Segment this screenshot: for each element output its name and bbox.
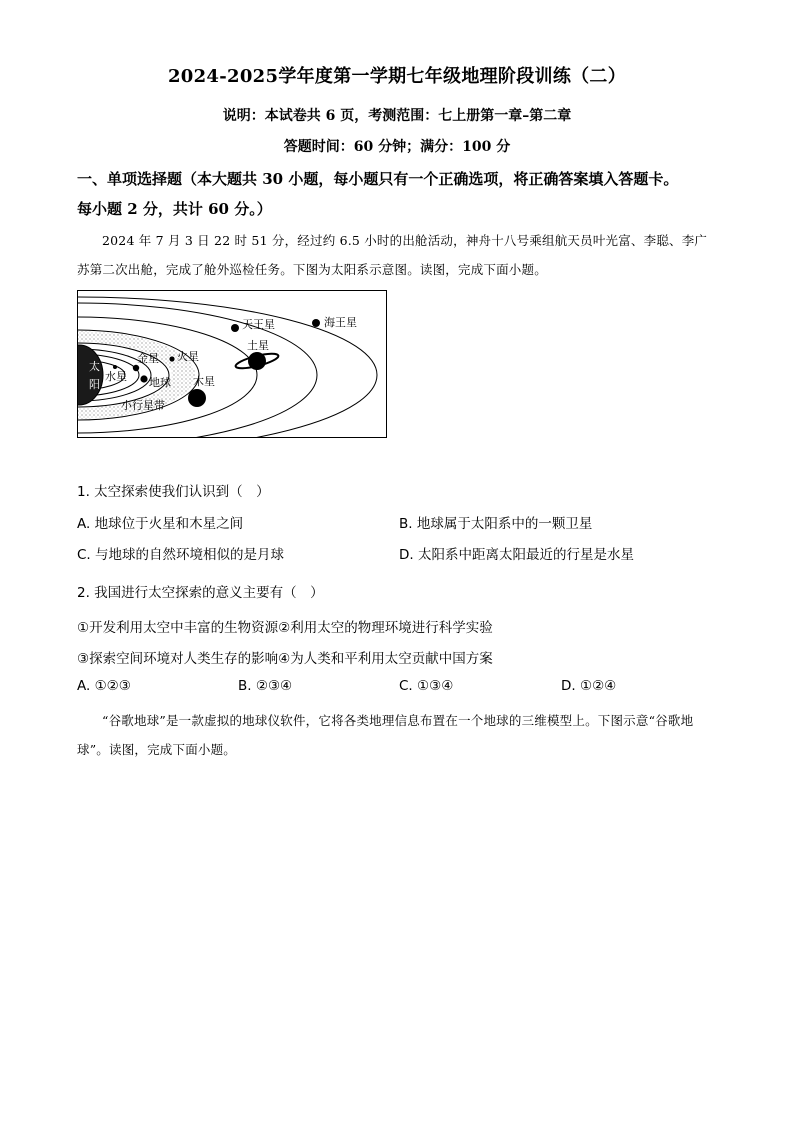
question-2-option-a: A. ①②③ [77,678,131,694]
saturn-dot [248,352,266,370]
question-2-item-line1: ①开发利用太空中丰富的生物资源②利用太空的物理环境进行科学实验 [77,620,493,636]
intro-paragraph-google-earth: “谷歌地球”是一款虚拟的地球仪软件，它将各类地理信息布置在一个地球的三维模型上。下图示意“谷歌地球”。读图，完成下面小题。 [77,713,694,757]
earth-label: 地球 [149,376,171,389]
sun-label-2: 阳 [89,378,100,391]
section-heading-line1: 一、单项选择题（本大题共 30 小题，每小题只有一个正确选项，将正确答案填入答题卡。 [77,170,679,188]
exam-title: 2024-2025学年度第一学期七年级地理阶段训练（二） [167,66,627,87]
section-heading-line2: 每小题 2 分，共计 60 分。） [77,200,272,218]
earth-dot [140,375,147,382]
question-1-option-a: A. 地球位于火星和木星之间 [77,516,244,532]
question-1-option-b: B. 地球属于太阳系中的一颗卫星 [399,516,593,532]
solar-system-diagram [77,290,387,438]
sun-label-1: 太 [89,360,100,373]
question-2-stem: 2. 我国进行太空探索的意义主要有（ ） [77,585,324,601]
neptune-label: 海王星 [324,316,357,329]
jupiter-label: 木星 [193,375,215,388]
saturn-label: 土星 [247,339,269,352]
jupiter-dot [188,389,206,407]
question-2-item-line2: ③探索空间环境对人类生存的影响④为人类和平利用太空贡献中国方案 [77,651,493,667]
mars-dot [169,356,174,361]
question-1-stem: 1. 太空探索使我们认识到（ ） [77,484,270,500]
question-2-option-b: B. ②③④ [238,678,293,694]
venus-label: 金星 [137,352,159,365]
question-2-option-c: C. ①③④ [399,678,454,694]
uranus-label: 天王星 [242,318,275,331]
exam-time: 答题时间：60 分钟；满分：100 分 [283,139,511,155]
mercury-label: 水星 [105,370,127,383]
neptune-dot [312,319,320,327]
exam-note: 说明：本试卷共 6 页，考测范围：七上册第一章–第二章 [222,108,572,124]
section-heading [77,164,717,224]
mercury-dot [113,365,117,369]
asteroid-belt-label: 小行星带 [121,399,165,412]
question-1-option-c: C. 与地球的自然环境相似的是月球 [77,547,285,563]
intro-paragraph-solar: 2024 年 7 月 3 日 22 时 51 分，经过约 6.5 小时的出舱活动，神舟十八号乘组航天员叶光富、李聪、李广苏第二次出舱，完成了舱外巡检任务。下图为太阳系示意图。读图，完成下面小题。 [77,233,708,277]
uranus-dot [231,324,239,332]
question-1-option-d: D. 太阳系中距离太阳最近的行星是水星 [399,547,634,563]
venus-dot [133,365,139,371]
question-2-option-d: D. ①②④ [561,678,617,694]
mars-label: 火星 [177,350,199,363]
